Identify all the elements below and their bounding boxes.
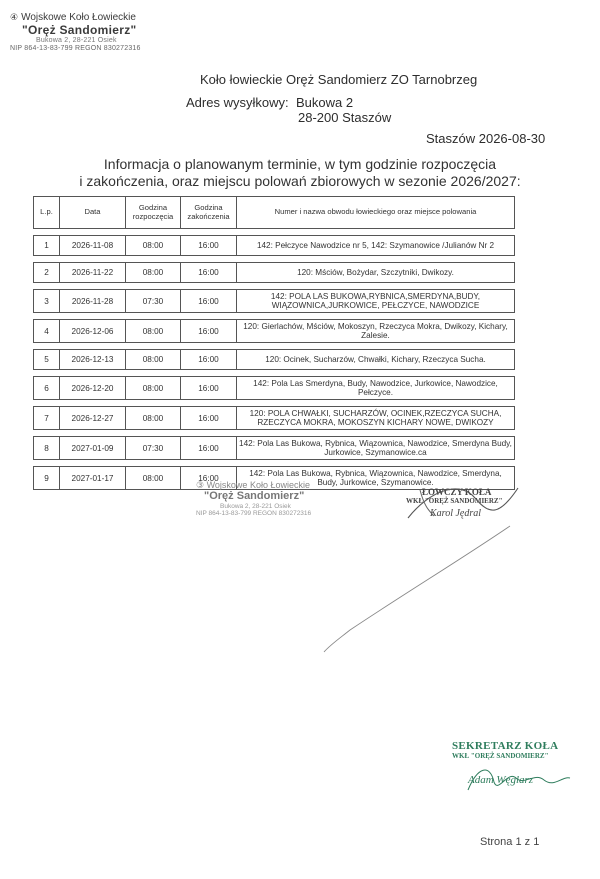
hunt-schedule-table: [33, 196, 515, 490]
cell-start: 08:00: [126, 320, 181, 343]
cell-date: 2027-01-09: [60, 437, 126, 460]
cell-lp: 9: [34, 467, 60, 490]
cell-end: 16:00: [181, 407, 237, 430]
cell-place: 120: Mściów, Bożydar, Szczytniki, Dwikozy.: [237, 263, 515, 283]
table-row: [34, 263, 515, 283]
cell-end: 16:00: [181, 290, 237, 313]
stamp-line-1: ③ Wojskowe Koło Łowieckie: [196, 480, 310, 490]
cell-end: 16:00: [181, 377, 237, 400]
table-row: [34, 236, 515, 256]
secretary-org: WKŁ "ORĘŻ SANDOMIERZ": [452, 752, 549, 760]
cell-place: 142: Pola Las Bukowa, Rybnica, Wiązownica, Nawodzice, Smerdyna Budy, Jurkowice, Szymanowice.ca: [237, 437, 515, 460]
cell-place: 142: Pola Las Bukowa, Rybnica, Wiązownica, Nawodzice, Smerdyna, Budy, Jurkowice, Szymanowice.: [237, 467, 515, 490]
cell-date: 2027-01-17: [60, 467, 126, 490]
heading-line-2: i zakończenia, oraz miejscu polowań zbiorowych w sezonie 2026/2027:: [79, 172, 521, 189]
cell-start: 08:00: [126, 236, 181, 256]
heading-line-1: Informacja o planowanym terminie, w tym godzinie rozpoczęcia: [103, 156, 497, 172]
cell-place: 142: POLA LAS BUKOWA,RYBNICA,SMERDYNA,BUDY, WIĄZOWNICA,JURKOWICE, PEŁCZYCE, NAWODZICE: [237, 290, 515, 313]
col-header-lp: L.p.: [34, 197, 60, 229]
org-name: Koło łowieckie Oręż Sandomierz ZO Tarnobrzeg: [200, 72, 478, 87]
document-heading: [60, 156, 540, 190]
cell-start: 08:00: [126, 350, 181, 370]
stamp-line-3: Bukowa 2, 28-221 Osiek: [36, 37, 117, 45]
cell-place: 142: Pełczyce Nawodzice nr 5, 142: Szymanowice /Julianów Nr 2: [237, 236, 515, 256]
hunter-title: ŁOWCZY KOŁA: [422, 487, 492, 497]
hunter-name: Karol Jędral: [430, 508, 482, 519]
address-line-1: Bukowa 2: [296, 95, 354, 110]
stamp-line-1: ④ Wojskowe Koło Łowieckie: [10, 12, 136, 23]
table-row: [34, 350, 515, 370]
cell-start: 07:30: [126, 290, 181, 313]
table-header-row: [34, 197, 515, 229]
secretary-title: SEKRETARZ KOŁA: [452, 740, 559, 752]
cell-start: 08:00: [126, 263, 181, 283]
stamp-line-3: Bukowa 2, 28-221 Osiek: [220, 502, 291, 510]
address-line-2: 28-200 Staszów: [298, 110, 392, 125]
table-row: [34, 290, 515, 313]
cell-place: 120: Gierlachów, Mściów, Mokoszyn, Rzeczyca Mokra, Dwikozy, Kichary, Zalesie.: [237, 320, 515, 343]
stamp-line-2: "Oręż Sandomierz": [22, 22, 137, 37]
table-row: [34, 437, 515, 460]
cell-lp: 1: [34, 236, 60, 256]
cell-date: 2026-12-06: [60, 320, 126, 343]
cell-place: 120: POLA CHWAŁKI, SUCHARZÓW, OCINEK,RZECZYCA SUCHA, RZECZYCA MOKRA, MOKOSZYN KICHARY NOWE, DWIKOZY: [237, 407, 515, 430]
col-header-place: Numer i nazwa obwodu łowieckiego oraz miejsce polowania: [237, 197, 515, 229]
page-number: Strona 1 z 1: [480, 836, 540, 848]
cell-date: 2026-11-08: [60, 236, 126, 256]
table-row: [34, 320, 515, 343]
cell-place: 142: Pola Las Smerdyna, Budy, Nawodzice, Jurkowice, Nawodzice, Pełczyce.: [237, 377, 515, 400]
cell-lp: 7: [34, 407, 60, 430]
cell-date: 2026-11-22: [60, 263, 126, 283]
stamp-circle-number: ④: [10, 12, 19, 22]
cell-lp: 6: [34, 377, 60, 400]
place-date: Staszów 2026-08-30: [426, 131, 546, 146]
table-row: [34, 407, 515, 430]
cell-lp: 4: [34, 320, 60, 343]
cell-lp: 2: [34, 263, 60, 283]
stamp-line-2: "Oręż Sandomierz": [204, 490, 305, 503]
club-stamp-bottom: [196, 480, 356, 518]
cell-lp: 8: [34, 437, 60, 460]
cell-date: 2026-12-27: [60, 407, 126, 430]
cell-start: 08:00: [126, 407, 181, 430]
cell-end: 16:00: [181, 467, 237, 490]
stamp-line-4: NIP 864-13-83-799 REGON 830272316: [10, 45, 141, 53]
cell-place: 120: Ocinek, Sucharzów, Chwałki, Kichary, Rzeczyca Sucha.: [237, 350, 515, 370]
cell-date: 2026-12-20: [60, 377, 126, 400]
pen-stroke-decoration: [300, 520, 520, 660]
col-header-start: Godzina rozpoczęcia: [126, 197, 181, 229]
cell-date: 2026-11-28: [60, 290, 126, 313]
stamp-line-4: NIP 864-13-83-799 REGON 830272316: [196, 510, 312, 518]
secretary-name: Adam Węglarz: [468, 774, 534, 786]
address-label: Adres wysyłkowy:: [186, 95, 289, 110]
cell-end: 16:00: [181, 437, 237, 460]
stamp-circle-number: ③: [196, 480, 205, 490]
col-header-date: Data: [60, 197, 126, 229]
cell-end: 16:00: [181, 236, 237, 256]
cell-end: 16:00: [181, 320, 237, 343]
cell-date: 2026-12-13: [60, 350, 126, 370]
hunter-org: WKŁ "ORĘŻ SANDOMIERZ": [406, 497, 503, 505]
cell-lp: 3: [34, 290, 60, 313]
cell-lp: 5: [34, 350, 60, 370]
cell-end: 16:00: [181, 350, 237, 370]
table-row: [34, 377, 515, 400]
cell-start: 08:00: [126, 377, 181, 400]
cell-start: 07:30: [126, 437, 181, 460]
cell-start: 08:00: [126, 467, 181, 490]
secretary-signature-scribble: [464, 760, 574, 800]
club-stamp-top: [10, 12, 170, 53]
cell-end: 16:00: [181, 263, 237, 283]
col-header-end: Godzina zakończenia: [181, 197, 237, 229]
